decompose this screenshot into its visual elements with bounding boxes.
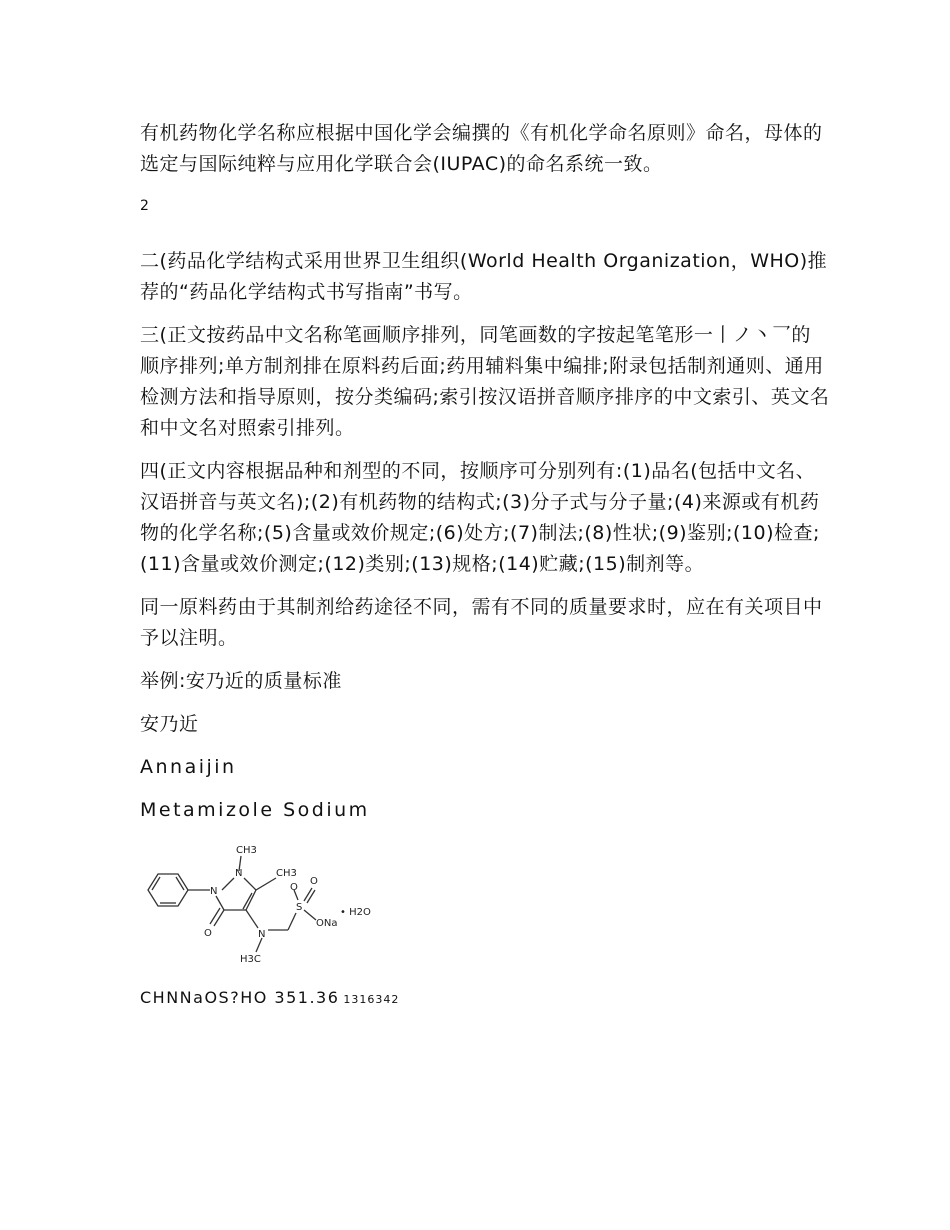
atom-label-ch3-right: CH3 xyxy=(276,868,297,879)
page-number: 2 xyxy=(140,198,149,214)
example-heading: 举例:安乃近的质量标准 xyxy=(140,670,342,692)
atom-label-n1: N xyxy=(210,886,218,897)
formula-subscripts: 1316342 xyxy=(343,993,400,1006)
atom-label-s: S xyxy=(296,902,303,913)
chemical-structure-diagram xyxy=(140,838,390,978)
paragraph-ordering: 三(正文按药品中文名称笔画顺序排列，同笔画数的字按起笔笔形一丨ノ丶乛的顺序排列;单方制剂排在原料药后面;药用辅料集中编排;附录包括制剂通则、通用检测方法和指导原则，按分类编码;索引按汉语拼音顺序排序的中文索引、英文名和中文名对照索引排列。 xyxy=(140,324,830,439)
molecular-formula xyxy=(140,988,830,1007)
document-page xyxy=(140,118,830,1007)
atom-label-o-keto: O xyxy=(204,928,212,939)
atom-label-n2: N xyxy=(235,868,243,879)
paragraph-content-items: 四(正文内容根据品种和剂型的不同，按顺序可分别列有:(1)品名(包括中文名、汉语拼音与英文名);(2)有机药物的结构式;(3)分子式与分子量;(4)来源或有机药物的化学名称;(5)含量或效价规定;(6)处方;(7)制法;(8)性状;(9)鉴别;(10)检查;(11)含量或效价测定;(12)类别;(13)规格;(14)贮藏;(15)制剂等。 xyxy=(140,460,820,575)
atom-label-o-s-top: O xyxy=(310,876,318,887)
atom-label-h2o: • H2O xyxy=(340,907,371,918)
atom-label-ch3-top: CH3 xyxy=(236,845,257,856)
paragraph-iupac-naming: 有机药物化学名称应根据中国化学会编撰的《有机化学命名原则》命名，母体的选定与国际纯粹与应用化学联合会(IUPAC)的命名系统一致。 xyxy=(140,122,823,175)
formula-text: CHNNaOS?HO 351.36 xyxy=(140,988,340,1007)
atom-label-ona: ONa xyxy=(316,918,338,929)
paragraph-structure-formula: 二(药品化学结构式采用世界卫生组织(World Health Organization，WHO)推荐的“药品化学结构式书写指南”书写。 xyxy=(140,250,828,303)
atom-label-h3c: H3C xyxy=(240,954,261,965)
atom-label-o-ring: O xyxy=(290,882,298,893)
drug-name-chinese: 安乃近 xyxy=(140,713,199,735)
drug-name-english: Metamizole Sodium xyxy=(140,799,370,821)
drug-name-pinyin: Annaijin xyxy=(140,756,237,778)
atom-label-n3: N xyxy=(258,929,266,940)
paragraph-route-note: 同一原料药由于其制剂给药途径不同，需有不同的质量要求时，应在有关项目中予以注明。 xyxy=(140,596,823,649)
